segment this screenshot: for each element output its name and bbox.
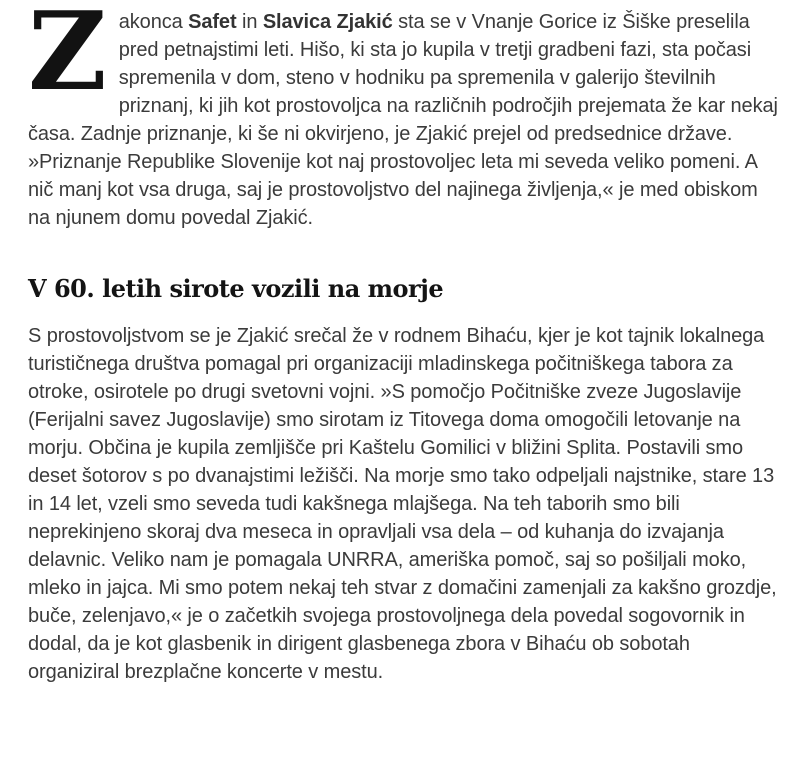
intro-run-bold-name-1: Safet	[188, 11, 237, 33]
intro-run: akonca	[118, 11, 189, 33]
intro-paragraph	[28, 0, 783, 232]
intro-run: in	[236, 11, 263, 33]
intro-run-bold-name-2: Slavica Zjakić	[262, 11, 393, 33]
section-heading: V 60. letih sirote vozili na morje	[28, 274, 444, 303]
drop-cap-letter: Z	[28, 0, 107, 115]
intro-run: sta se v Vnanje Gorice iz Šiške preselila pred petnajstimi leti. Hišo, ki sta jo kupila v tretji gradbeni fazi, sta počasi spremenila v dom, steno v hodniku pa spremenila v galerijo številnih priznanj, ki jih kot prostovoljca na različnih področjih prejemata že kar nekaj časa. Zadnje priznanje, ki še ni okvirjeno, je Zjakić prejel od predsednice države. »Priznanje Republike Slovenije kot naj prostovoljec leta mi seveda veliko pomeni. A nič manj kot vsa druga, saj je prostovoljstvo del najinega življenja,« je med obiskom na njunem domu povedal Zjakić.	[28, 11, 778, 229]
body-paragraph: S prostovoljstvom se je Zjakić srečal že v rodnem Bihaću, kjer je kot tajnik lokalnega turističnega društva pomagal pri organizaciji mladinskega počitniškega tabora za otroke, osirotele po drugi svetovni vojni. »S pomočjo Počitniške zveze Jugoslavije (Ferijalni savez Jugoslavije) smo sirotam iz Titovega doma omogočili letovanje na morju. Občina je kupila zemljišče pri Kaštelu Gomilici v bližini Splita. Postavili smo deset šotorov s po dvanajstimi ležišči. Na morje smo tako odpeljali najstnike, stare 13 in 14 let, vzeli smo seveda tudi kakšnega mlajšega. Na teh taborih smo bili neprekinjeno skoraj dva meseca in opravljali vsa dela – od kuhanja do izvajanja delavnic. Veliko nam je pomagala UNRRA, ameriška pomoč, saj so pošiljali moko, mleko in jajca. Mi smo potem nekaj teh stvar z domačini zamenjali za kakšno grozdje, buče, zelenjavo,« je o začetkih svojega prostovoljnega dela povedal sogovornik in dodal, da je kot glasbenik in dirigent glasbenega zbora v Bihaću ob sobotah organiziral brezplačne koncerte v mestu.	[28, 325, 777, 683]
